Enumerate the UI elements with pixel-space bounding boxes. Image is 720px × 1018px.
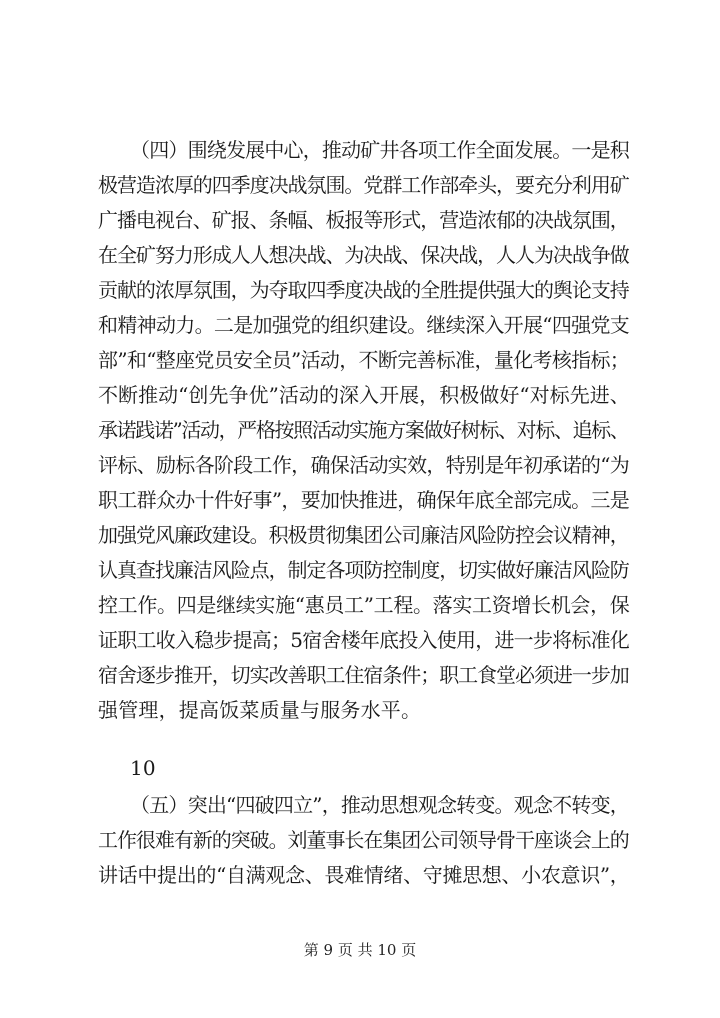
text-line: 广播电视台、矿报、条幅、板报等形式，营造浓郁的决战氛围， [98, 208, 629, 232]
text-line: 强管理，提高饭菜质量与服务水平。 [98, 698, 422, 722]
text-line: 极营造浓厚的四季度决战氛围。党群工作部牵头，要充分利用矿 [98, 173, 629, 197]
text-line: 承诺践诺”活动，严格按照活动实施方案做好树标、对标、追标、 [98, 418, 629, 442]
text-line: 认真查找廉洁风险点，制定各项防控制度，切实做好廉洁风险防 [98, 558, 629, 582]
page-number: 第 9 页 共 10 页 [303, 941, 417, 959]
text-line: 加强党风廉政建设。积极贯彻集团公司廉洁风险防控会议精神， [98, 523, 629, 547]
text-line: （五）突出“四破四立”，推动思想观念转变。观念不转变， [130, 793, 629, 817]
text-line: 证职工收入稳步提高；5宿舍楼年底投入使用，进一步将标准化 [98, 628, 630, 652]
text-line: 10 [130, 756, 156, 780]
text-line: 评标、励标各阶段工作，确保活动实效，特别是年初承诺的“为 [98, 453, 630, 477]
text-line: 和精神动力。二是加强党的组织建设。继续深入开展“四强党支 [98, 313, 630, 337]
text-line: 宿舍逐步推开，切实改善职工住宿条件；职工食堂必须进一步加 [98, 663, 629, 687]
text-line: （四）围绕发展中心，推动矿井各项工作全面发展。一是积 [130, 138, 629, 162]
text-line: 控工作。四是继续实施“惠员工”工程。落实工资增长机会，保 [98, 593, 630, 617]
text-line: 贡献的浓厚氛围，为夺取四季度决战的全胜提供强大的舆论支持 [98, 278, 629, 302]
text-line: 讲话中提出的“自满观念、畏难情绪、守摊思想、小农意识”， [98, 863, 630, 887]
text-line: 部”和“整座党员安全员”活动，不断完善标准，量化考核指标； [98, 348, 630, 372]
text-line: 不断推动“创先争优”活动的深入开展，积极做好“对标先进、 [98, 383, 630, 407]
text-line: 在全矿努力形成人人想决战、为决战、保决战，人人为决战争做 [98, 243, 629, 267]
text-line: 职工群众办十件好事”，要加快推进，确保年底全部完成。三是 [98, 488, 630, 512]
text-line: 工作很难有新的突破。刘董事长在集团公司领导骨干座谈会上的 [98, 828, 629, 852]
